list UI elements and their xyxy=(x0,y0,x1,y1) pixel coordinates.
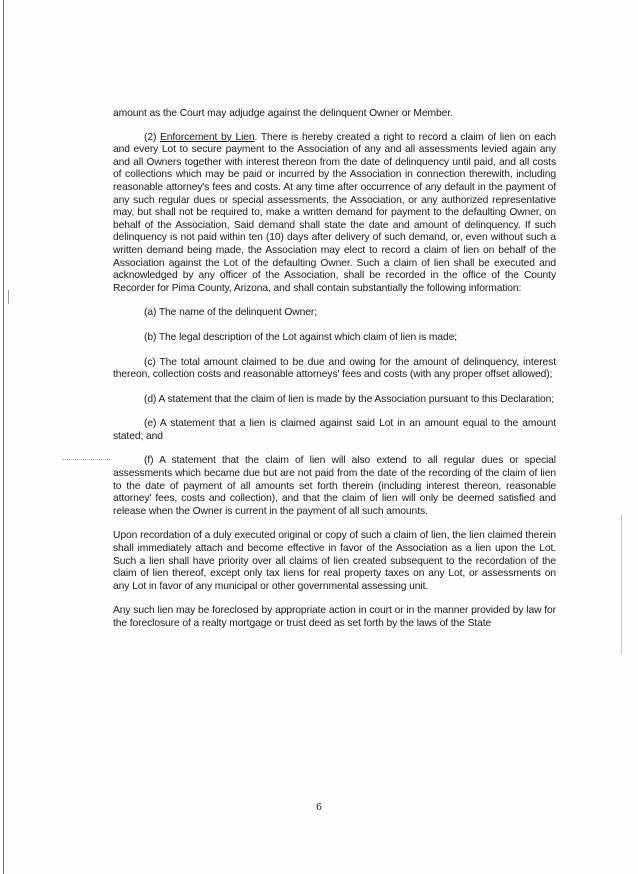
item-c: (c) The total amount claimed to be due and owing for the amount of delinquency, interest thereon, collection costs and reasonable attorneys' fees and costs (with any proper offset allowed); xyxy=(113,356,556,381)
margin-dash-mark xyxy=(62,459,110,460)
intro-paragraph: amount as the Court may adjudge against the delinquent Owner or Member. xyxy=(113,108,453,119)
recordation-paragraph: Upon recordation of a duly executed original or copy of such a claim of lien, the lien claimed therein shall immediately attach and become effective in favor of the Association as a lien upon the Lot. Such a lien shall have priority over all claims of lien created subsequent to the recordation of the claim of lien thereof, except only tax liens for real property taxes on any Lot, or assessments on any Lot in favor of any municipal or other governmental assessing unit. xyxy=(113,530,556,592)
enforcement-paragraph xyxy=(113,132,556,296)
item-f: (f) A statement that the claim of lien will also extend to all regular dues or special assessments which became due but are not paid from the date of the recording of the claim of lien to the date of payment of all amounts set forth therein (including interest thereon, reasonable attorney' fees, costs and collection), and that the claim of lien will only be deemed satisfied and release when the Owner is current in the payment of all such amounts. xyxy=(113,455,556,517)
document-body xyxy=(113,108,556,631)
scan-edge-shadow xyxy=(621,515,622,655)
enforcement-heading: Enforcement by Lien xyxy=(160,131,255,143)
page-number: 6 xyxy=(316,801,322,813)
enforcement-body: . There is hereby created a right to record a claim of lien on each and every Lot to secure payment to the Association of any and all assessments levied again any and all Owners together with interest thereon from the date of delinquency until paid, and all costs of collections which may be paid or incurred by the Association in connection therewith, including reasonable attorney's fees and costs. At any time after occurrence of any default in the payment of any such regular dues or special assessments, the Association, or any authorized representative may, but shall not be required to, make a written demand for payment to the defaulting Owner, on behalf of the Association, Said demand shall state the date and amount of delinquency. If such delinquency is not paid within ten (10) days after delivery of such demand, or, even without such a written demand being made, the Association may elect to record a claim of lien on behalf of the Association against the Lot of the defaulting Owner. Such a claim of lien shall be executed and acknowledged by any officer of the Association, shall be recorded in the office of the County Recorder for Pima County, Arizona, and shall contain substantially the following information: xyxy=(113,131,557,294)
item-a: (a) The name of the delinquent Owner; xyxy=(144,307,317,319)
scan-edge-mark xyxy=(8,290,9,304)
item-b: (b) The legal description of the Lot against which claim of lien is made; xyxy=(144,331,458,343)
item-e: (e) A statement that a lien is claimed against said Lot in an amount equal to the amount stated; and xyxy=(113,418,556,442)
scan-edge-line xyxy=(3,0,4,874)
enforcement-number: (2) xyxy=(144,131,161,143)
foreclosure-paragraph: Any such lien may be foreclosed by appropriate action in court or in the manner provided by law for the foreclosure of a realty mortgage or trust deed as set forth by the laws of the State xyxy=(113,605,556,629)
item-d: (d) A statement that the claim of lien is made by the Association pursuant to this Declaration; xyxy=(144,393,555,405)
